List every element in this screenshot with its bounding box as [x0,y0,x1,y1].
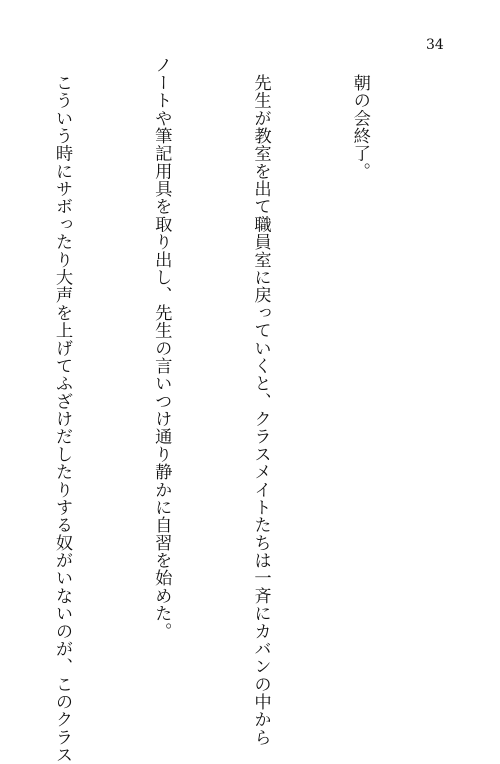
text-line: こういう時にサボったり大声を上げてふざけだしたりする奴がいないのが、このクラス [51,56,72,764]
text-line: 朝の会終了。 [349,56,370,180]
novel-text-body [0,56,442,764]
page-number: 34 [426,37,444,53]
text-line: ノートや筆記用具を取り出し、先生の言いつけ通り静かに自習を始めた。 [151,56,172,640]
text-line: 先生が教室を出て職員室に戻っていくと、クラスメイトたちは一斉にカバンの中から [250,56,271,746]
